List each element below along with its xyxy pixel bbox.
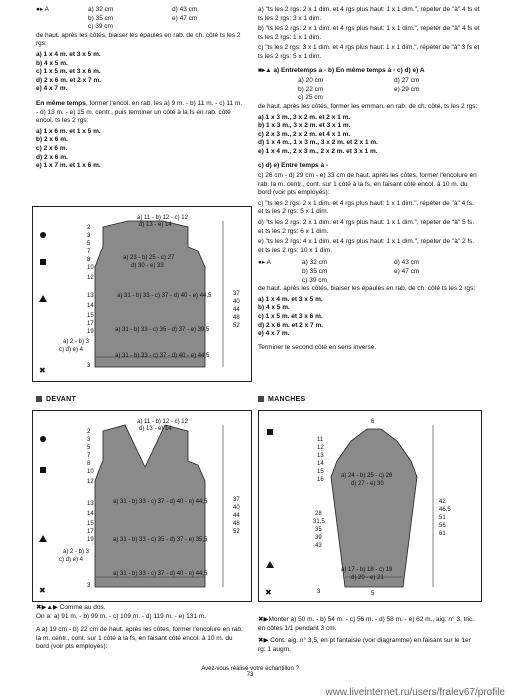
section-heading: ■▸▲ a) Entretemps a - b) En même temps à - c) d) e) A	[258, 66, 425, 74]
decrease-list: a) 1 x 6 m. et 1 x 5 m. b) 2 x 6 m. c) 2 x 6 m. d) 2 x 6 m. e) 1 x 7 m. et 1 x 6 m.	[36, 127, 101, 170]
svg-text:15: 15	[87, 521, 94, 527]
svg-text:14: 14	[317, 461, 324, 467]
svg-text:13: 13	[87, 501, 94, 507]
svg-text:c) d) e) 4: c) d) e) 4	[59, 557, 84, 563]
dot-arrow-icon: ●▸ A	[258, 259, 271, 267]
triangle-marker-icon	[39, 295, 47, 302]
svg-text:7: 7	[87, 249, 91, 255]
svg-text:14: 14	[87, 511, 94, 517]
svg-text:6: 6	[371, 419, 375, 425]
svg-text:3: 3	[87, 583, 91, 589]
svg-text:31,5: 31,5	[313, 519, 325, 525]
svg-text:a) 31 - b) 33 - c) 35 - d) 37: a) 31 - b) 33 - c) 35 - d) 37 - e) 39,5	[115, 327, 210, 333]
svg-text:35: 35	[315, 527, 322, 533]
svg-text:44: 44	[233, 513, 240, 519]
svg-text:40: 40	[233, 299, 240, 305]
svg-text:12: 12	[87, 479, 94, 485]
svg-text:5: 5	[371, 591, 375, 597]
paragraph: de haut. après les côtés, biaiser les épaules en rab. de ch. côté ts les 2 rgs:	[36, 31, 241, 48]
svg-text:19: 19	[87, 537, 94, 543]
right-column-text: a) "ts les 2 rgs: 2 x 1 dim. et 4 rgs plus haut: 1 x 1 dim.", répéter de "à" 4 fs et ts les 2 rgs: 3 x 1 dim. b) "ts les 2 rgs: 2 x 1 dim. et 4 rgs plus haut: 1 x 1 dim.", répéter de "à" 4 fs et ts les 2 rgs: 1 x 1 dim. c) "ts les 2 rgs: 3 x 1 dim. et 4 rgs plus haut: 1 x 1 dim.", répéter de "à" 3 fs et ts les 2 rgs: 5 x 1 dim. ■▸▲ a) Entretemps a - b) En même temps à - c) d) e) A a) 20 cm d) 27 cm b) 22 cm e) 29 cm c) 25 cm de haut. après les côtés, former les emman. en rab. de ch. côté, ts les 2 rgs: a) 1 x 3 m., 3 x 2 m. et 2 x 1 m. b) 1 x 3 m., 3 x 2 m. et 3 x 1 m. c) 2 x 3 m., 2 x 2 m. et 4 x 1 m. d) 1 x 4 m., 1 x 3 m., 3 x 2 m. et 2 x 1 m. e) 1 x 4 m., 2 x 3 m., 2 x 2 m. et 3 x 1 m. c) d) e) Entre temps à - c) 26 cm - d) 29 cm - e) 33 cm de haut. après les côtes, former l'encolure en rab. la m. centr., cont. sur 1 côté à la fs, en faisant côté encol. à 10 m. du bord (voir pts employés): c) "ts les 2 rgs: 2 x 1 dim. et 4 rgs plus haut: 1 x 1 dim.", répéter de "à" 4 fs. et ts les 2 rgs: 5 x 1 dim. d) "ts les 2 rgs: 2 x 1 dim. et 4 rgs plus haut: 1 x 1 dim.", répéter de "à" 5 fs. et ts les 2 rgs: 6 x 1 dim. e) "ts les 2 rgs: 4 x 1 dim. et 4 rgs plus haut: 1 x 1 dim.", répéter de "à" 2 fs. et ts les 2 rgs: 10 x 1 dim. ●▸ A a) 32 cm d) 43 cm b) 35 cm e) 47 cm c) 39 cm de haut. après les côtés, biaiser les épaules en rab. de ch. côté ts les 2 rgs: a) 1 x 4 m. et 3 x 5 m. b) 4 x 5 m. c) 1 x 5 m. et 3 x 6 m. d) 2 x 6 m. et 2 x 7 m. e) 4 x 7 m. Terminer le second côté en sens inverse.	[258, 6, 480, 351]
square-marker-icon	[40, 467, 46, 473]
svg-text:a) 2 - b) 3: a) 2 - b) 3	[63, 339, 90, 345]
svg-text:28: 28	[315, 511, 322, 517]
svg-text:12: 12	[87, 275, 94, 281]
svg-text:13: 13	[87, 293, 94, 299]
svg-text:8: 8	[87, 257, 91, 263]
front-schema-drawing	[33, 411, 251, 601]
svg-text:40: 40	[233, 505, 240, 511]
svg-text:61: 61	[439, 531, 446, 537]
svg-text:a) 31 - b) 33 - c) 35 - d) 37: a) 31 - b) 33 - c) 35 - d) 37 - e) 35,5	[113, 537, 208, 543]
svg-text:10: 10	[87, 469, 94, 475]
manches-heading: MANCHES	[258, 396, 306, 403]
front-schema	[32, 410, 252, 602]
svg-text:3: 3	[317, 589, 321, 595]
square-marker-icon	[267, 429, 273, 435]
dot-arrow-icon: ●▸ A	[36, 6, 49, 13]
cross-marker-icon: ✖	[39, 366, 46, 375]
svg-text:d) 20 - e) 21: d) 20 - e) 21	[351, 575, 384, 581]
svg-text:43: 43	[315, 543, 322, 549]
circle-marker-icon	[40, 436, 46, 442]
circle-marker-icon	[40, 232, 46, 238]
svg-text:15: 15	[87, 313, 94, 319]
svg-text:15: 15	[317, 469, 324, 475]
svg-text:a) 2 - b) 3: a) 2 - b) 3	[63, 549, 90, 555]
svg-text:a) 23 - b) 25 - c) 27: a) 23 - b) 25 - c) 27	[123, 255, 175, 261]
square-arrow-icon: ■▸▲	[258, 66, 274, 74]
paragraph: En même temps, former l'encol. en rab. les a) 9 m. - b) 11 m. - c) 11 m. - d) 13 m. - e) 15 m. centr., puis terminer un côté à la fs en rab. côté encol. ts les 2 rgs:	[36, 99, 243, 125]
page-number: 73	[246, 672, 254, 678]
svg-text:13: 13	[317, 453, 324, 459]
back-schema	[32, 206, 252, 382]
size-row: b) 35 cm e) 47 cm	[88, 14, 198, 22]
svg-text:48: 48	[233, 521, 240, 527]
svg-text:39: 39	[315, 535, 322, 541]
svg-text:42: 42	[439, 499, 446, 505]
svg-text:3: 3	[87, 233, 91, 239]
watermark-url: www.liveinternet.ru/users/fralev67/profile	[325, 687, 505, 698]
svg-text:48: 48	[233, 315, 240, 321]
svg-text:a) 31 - b) 33 - c) 37 - d) 40: a) 31 - b) 33 - c) 37 - d) 40 - e) 44,5	[115, 353, 210, 359]
svg-text:10: 10	[87, 265, 94, 271]
bottom-left-text: ✖▶▲▶ Comme au dos. On a: a) 91 m. - b) 99 m. - c) 109 m. - d) 119 m. - e) 131 m. A a) 19 cm - b) 22 cm de haut. après les côtes, former l'encolure en rab. la m. centr., cont. sur 1 côté à la fs, en faisant côté encol. à 10 m. du bord (voir pts employés):	[36, 604, 243, 651]
triangle-marker-icon	[39, 535, 47, 542]
triangle-marker-icon	[266, 561, 274, 568]
svg-text:2: 2	[87, 429, 91, 435]
svg-text:d) 30 - e) 33: d) 30 - e) 33	[131, 263, 164, 269]
svg-text:a) 11 - b) 12 - c) 12: a) 11 - b) 12 - c) 12	[137, 215, 188, 221]
svg-text:a) 31 - b) 33 - c) 37 - d) 40: a) 31 - b) 33 - c) 37 - d) 40 - e) 44,5	[113, 571, 208, 577]
svg-text:44: 44	[233, 307, 240, 313]
svg-text:2: 2	[87, 225, 91, 231]
svg-text:7: 7	[87, 453, 91, 459]
svg-text:3: 3	[87, 363, 91, 369]
svg-text:14: 14	[87, 303, 94, 309]
svg-text:17: 17	[87, 321, 94, 327]
svg-text:56: 56	[439, 523, 446, 529]
svg-text:51: 51	[439, 515, 446, 521]
svg-text:a) 17 - b) 18 - c) 19: a) 17 - b) 18 - c) 19	[341, 567, 393, 573]
svg-text:16: 16	[317, 477, 324, 483]
svg-text:12: 12	[317, 445, 324, 451]
decrease-list: a) 1 x 4 m. et 3 x 5 m. b) 4 x 5 m. c) 1 x 5 m. et 3 x 6 m. d) 2 x 6 m. et 2 x 7 m. e) 4 x 7 m.	[36, 50, 102, 93]
svg-text:8: 8	[87, 461, 91, 467]
footer	[160, 666, 340, 678]
back-schema-drawing	[33, 207, 251, 381]
svg-text:19: 19	[87, 329, 94, 335]
sleeve-schema-drawing	[259, 411, 481, 601]
cross-marker-icon: ✖	[265, 588, 272, 597]
svg-text:c) d) e) 4: c) d) e) 4	[59, 347, 84, 353]
svg-text:d) 27 - e) 30: d) 27 - e) 30	[351, 481, 384, 487]
section-heading: c) d) e) Entre temps à -	[258, 161, 329, 169]
devant-heading: DEVANT	[36, 396, 76, 403]
left-column-text	[36, 6, 244, 171]
svg-text:a) 31 - b) 33 - c) 37 - d) 40: a) 31 - b) 33 - c) 37 - d) 40 - e) 44,5	[117, 293, 212, 299]
svg-text:a) 24 - b) 25 - c) 26: a) 24 - b) 25 - c) 26	[341, 473, 393, 479]
svg-text:3: 3	[87, 437, 91, 443]
svg-text:11: 11	[317, 437, 324, 443]
svg-text:52: 52	[233, 529, 240, 535]
svg-text:d) 13 - e) 14: d) 13 - e) 14	[139, 426, 172, 432]
svg-text:d) 13 - e) 14: d) 13 - e) 14	[139, 222, 172, 228]
cross-marker-icon: ✖	[39, 586, 46, 595]
svg-text:46,5: 46,5	[439, 507, 451, 513]
square-marker-icon	[40, 259, 46, 265]
bottom-right-text: ✖▶Monter a) 50 m. - b) 54 m. - c) 56 m. - d) 58 m. - e) 62 m., aig. n° 3, tric. en côtes 1/1 pendant 3 cm. ✖▶ Cont. aig. n° 3,5, en pt fantaisie (voir diagramme) en faisant sur le 1er rg: 1 augm.	[258, 616, 475, 653]
svg-text:a) 31 - b) 33 - c) 37 - d) 40: a) 31 - b) 33 - c) 37 - d) 40 - e) 44,5	[113, 499, 208, 505]
svg-text:17: 17	[87, 529, 94, 535]
svg-text:5: 5	[87, 241, 91, 247]
svg-text:a) 11 - b) 12 - c) 12: a) 11 - b) 12 - c) 12	[137, 419, 188, 425]
size-row: ●▸ A a) 32 cm d) 43 cm	[36, 6, 198, 13]
svg-text:5: 5	[87, 445, 91, 451]
svg-text:37: 37	[233, 497, 240, 503]
footer-question: Avez-vous réalisé votre échantillon ?	[201, 666, 299, 672]
sleeve-schema	[258, 410, 482, 602]
svg-text:52: 52	[233, 323, 240, 329]
size-row: c) 39 cm	[88, 23, 113, 31]
svg-text:37: 37	[233, 291, 240, 297]
